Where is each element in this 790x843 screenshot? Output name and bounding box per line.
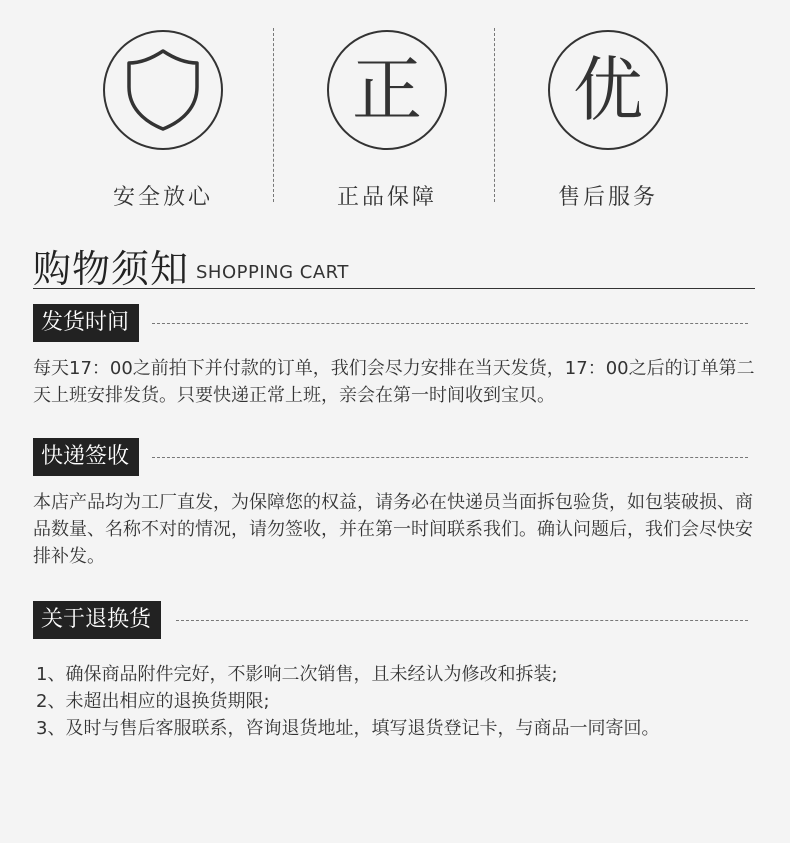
heading-subtitle: SHOPPING CART <box>196 262 349 283</box>
list-item: 2、未超出相应的退换货期限; <box>36 691 270 712</box>
badge-genuine <box>322 30 452 211</box>
badge-circle <box>327 30 447 150</box>
divider <box>494 28 495 202</box>
badge-circle <box>548 30 668 150</box>
badge-service <box>543 30 673 211</box>
section-title: 快递签收 <box>33 438 139 476</box>
heading-title: 购物须知 <box>33 247 190 291</box>
section-title: 关于退换货 <box>33 601 161 639</box>
badge-circle <box>103 30 223 150</box>
badge-label: 正品保障 <box>336 185 437 210</box>
section-text: 每天17：00之前拍下并付款的订单，我们会尽力安排在当天发货，17：00之后的订单第二天上班安排发货。只要快递正常上班，亲会在第一时间收到宝贝。 <box>33 358 755 406</box>
list-item: 3、及时与售后客服联系，咨询退货地址，填写退货登记卡，与商品一同寄回。 <box>36 718 660 739</box>
section-divider <box>152 323 748 324</box>
section-title: 发货时间 <box>33 304 139 342</box>
badge-label: 售后服务 <box>557 185 658 210</box>
you-icon: 优 <box>573 49 643 131</box>
service-badges <box>0 0 790 230</box>
badge-security <box>98 30 228 211</box>
returns-list <box>36 661 756 742</box>
section-divider <box>176 620 748 621</box>
section-divider <box>152 457 748 458</box>
divider <box>273 28 274 202</box>
section-text: 本店产品均为工厂直发，为保障您的权益，请务必在快递员当面拆包验货，如包装破损、商品数量、名称不对的情况，请勿签收，并在第一时间联系我们。确认问题后，我们会尽快安排补发。 <box>33 492 753 567</box>
badge-label: 安全放心 <box>112 185 213 210</box>
zheng-icon: 正 <box>352 49 422 131</box>
list-item: 1、确保商品附件完好，不影响二次销售，且未经认为修改和拆装; <box>36 664 558 685</box>
page-heading <box>33 238 755 289</box>
shield-icon <box>123 45 203 135</box>
